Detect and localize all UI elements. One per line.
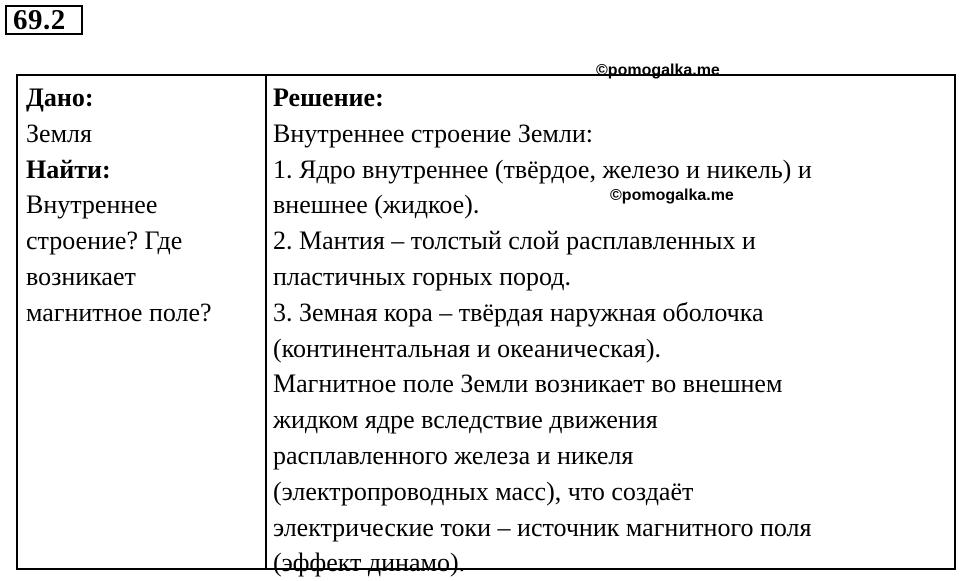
find-line: строение? Где — [26, 226, 183, 256]
watermark: ©pomogalka.me — [610, 187, 734, 204]
solution-heading: Решение: — [273, 83, 384, 112]
solution-line: (континентальная и океаническая). — [273, 333, 662, 363]
solution-line: электрические токи – источник магнитного поля — [273, 512, 812, 542]
problem-number: 69.2 — [5, 5, 83, 35]
solution-line: пластичных горных пород. — [273, 261, 571, 291]
solution-line: Внутреннее строение Земли: — [273, 118, 593, 148]
watermark: ©pomogalka.me — [596, 62, 720, 79]
solution-line: жидком ядре вследствие движения — [273, 405, 658, 435]
find-heading: Найти: — [26, 154, 111, 184]
given-value: Земля — [26, 118, 92, 148]
solution-line: внешнее (жидкое). — [273, 190, 480, 220]
find-line: Внутреннее — [26, 190, 158, 220]
solution-table — [16, 74, 956, 578]
given-column — [18, 76, 267, 568]
solution-line: (эффект динамо). — [273, 548, 466, 578]
find-line: магнитное поле? — [26, 297, 212, 327]
solution-line: 3. Земная кора – твёрдая наружная оболочка — [273, 297, 764, 327]
solution-line: (электропроводных масс), что создаёт — [273, 476, 694, 506]
given-heading: Дано: — [26, 83, 94, 112]
solution-line: расплавленного железа и никеля — [273, 440, 634, 470]
solution-column — [267, 76, 954, 578]
find-line: возникает — [26, 261, 136, 291]
solution-line: 1. Ядро внутреннее (твёрдое, железо и никель) и — [273, 154, 812, 184]
solution-line: Магнитное поле Земли возникает во внешнем — [273, 369, 783, 399]
solution-line: 2. Мантия – толстый слой расплавленных и — [273, 226, 756, 256]
